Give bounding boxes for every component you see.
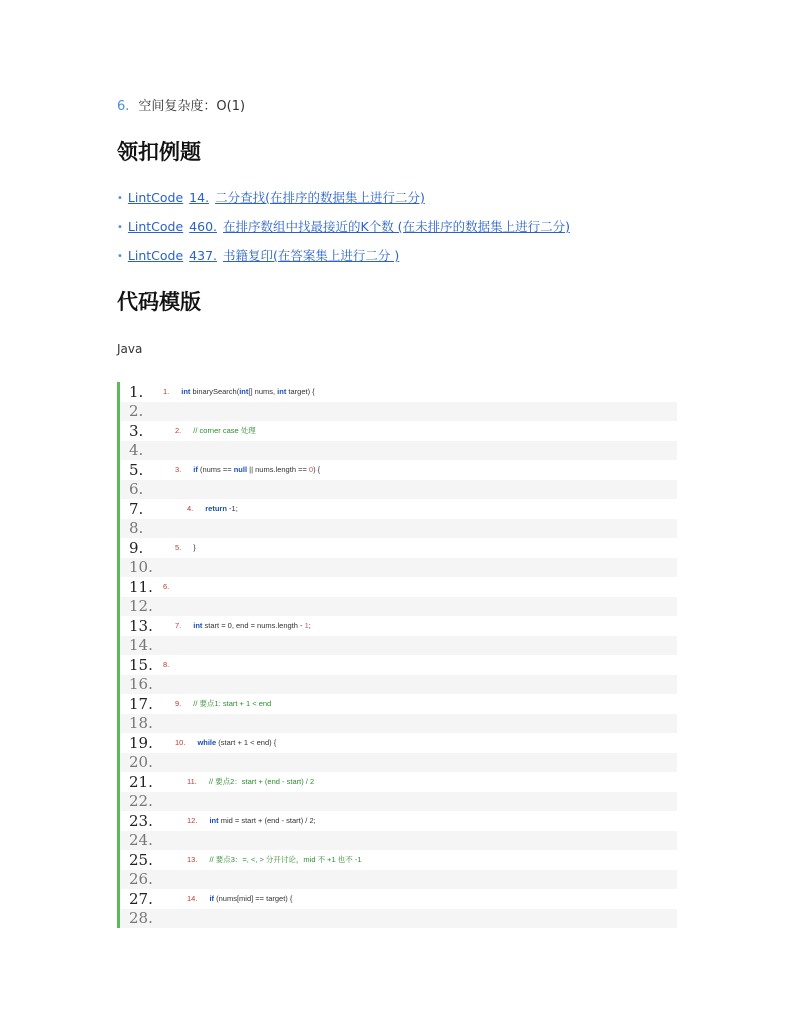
code-text	[175, 738, 276, 747]
code-text	[175, 465, 320, 474]
code-line	[120, 753, 677, 773]
example-site-link[interactable]: LintCode	[127, 219, 184, 234]
source-line-number: 8.	[163, 660, 170, 670]
code-line	[120, 616, 677, 636]
source-code: // 要点3：=, <, > 分开讨论，mid 不 +1 也不 -1	[209, 855, 362, 865]
line-number: 25.	[129, 850, 153, 869]
source-line-number: 1.	[163, 387, 170, 397]
code-line	[120, 811, 677, 831]
code-line	[120, 519, 677, 539]
code-line	[120, 694, 677, 714]
source-line-number: 2.	[175, 426, 182, 436]
list-item	[117, 190, 576, 219]
code-text	[175, 698, 271, 709]
line-number: 15.	[129, 655, 153, 674]
source-code: }	[193, 543, 196, 553]
source-line-number: 3.	[175, 465, 182, 475]
line-number: 4.	[129, 441, 144, 460]
line-number: 14.	[129, 636, 153, 655]
code-line	[120, 870, 677, 890]
source-code: int mid = start + (end - start) / 2;	[209, 816, 316, 826]
source-line-number: 11.	[187, 777, 197, 787]
line-number: 22.	[129, 792, 153, 811]
code-line	[120, 402, 677, 422]
code-text	[163, 387, 315, 396]
code-text	[187, 504, 238, 513]
code-text	[163, 446, 175, 455]
line-number: 7.	[129, 499, 144, 518]
code-line	[120, 792, 677, 812]
code-text	[187, 894, 292, 903]
line-number: 5.	[129, 460, 144, 479]
code-text	[163, 680, 175, 689]
line-number: 12.	[129, 597, 153, 616]
source-code: // 要点2：start + (end - start) / 2	[208, 777, 315, 787]
source-line-number: 13.	[187, 855, 198, 865]
code-text	[163, 563, 175, 572]
code-text	[163, 836, 175, 845]
source-code: // corner case 处理	[193, 426, 256, 436]
code-line	[120, 421, 677, 441]
code-text	[163, 875, 175, 884]
source-line-number: 6.	[163, 582, 170, 592]
line-number: 10.	[129, 558, 153, 577]
code-line	[120, 538, 677, 558]
code-line	[120, 480, 677, 500]
bullet-icon: •	[117, 222, 123, 233]
code-text	[163, 602, 175, 611]
language-label: Java	[117, 342, 143, 356]
code-line	[120, 577, 677, 597]
code-line	[120, 655, 677, 675]
code-text	[187, 776, 314, 787]
code-text	[163, 485, 175, 494]
line-number: 1.	[129, 382, 144, 401]
line-number: 20.	[129, 753, 153, 772]
example-title-link[interactable]: 在排序数组中找最接近的K个数 (在未排序的数据集上进行二分)	[223, 219, 570, 234]
source-line-number: 7.	[175, 621, 182, 631]
source-line-number: 12.	[187, 816, 198, 826]
examples-heading: 领扣例题	[117, 140, 201, 164]
code-text	[187, 816, 316, 825]
code-line	[120, 772, 677, 792]
example-title-link[interactable]: 二分查找(在排序的数据集上进行二分)	[215, 190, 425, 205]
example-num-link[interactable]: 14.	[189, 190, 210, 205]
code-text	[163, 660, 181, 669]
code-text	[163, 914, 175, 923]
code-text	[163, 407, 175, 416]
code-text	[163, 524, 175, 533]
line-number: 24.	[129, 831, 153, 850]
list-item	[117, 248, 576, 277]
source-code: while (start + 1 < end) {	[197, 738, 277, 748]
source-code: // 要点1: start + 1 < end	[193, 699, 272, 709]
code-text	[163, 582, 181, 591]
line-number: 11.	[129, 577, 153, 596]
example-list	[117, 190, 576, 277]
line-number: 13.	[129, 616, 153, 635]
source-line-number: 10.	[175, 738, 186, 748]
code-line	[120, 733, 677, 753]
code-text	[163, 641, 175, 650]
code-text	[163, 758, 175, 767]
line-number: 17.	[129, 694, 153, 713]
line-number: 18.	[129, 714, 153, 733]
code-text	[163, 719, 175, 728]
code-line	[120, 675, 677, 695]
line-number: 27.	[129, 889, 153, 908]
source-line-number: 4.	[187, 504, 194, 514]
example-title-link[interactable]: 书籍复印(在答案集上进行二分 )	[223, 248, 400, 263]
code-text	[187, 854, 362, 865]
source-code: int binarySearch(int[] nums, int target) {	[181, 387, 315, 397]
code-line	[120, 636, 677, 656]
source-code: int start = 0, end = nums.length - 1;	[193, 621, 311, 631]
code-line	[120, 597, 677, 617]
source-code: if (nums[mid] == target) {	[209, 894, 293, 904]
line-number: 8.	[129, 519, 144, 538]
source-line-number: 5.	[175, 543, 182, 553]
example-site-link[interactable]: LintCode	[127, 190, 184, 205]
line-number: 26.	[129, 870, 153, 889]
list-number: 6.	[117, 99, 130, 114]
code-line	[120, 558, 677, 578]
code-line	[120, 499, 677, 519]
complexity-text: 空间复杂度：O(1)	[138, 99, 246, 114]
code-line	[120, 909, 677, 929]
bullet-icon: •	[117, 193, 123, 204]
line-number: 2.	[129, 402, 144, 421]
line-number: 3.	[129, 421, 144, 440]
code-line	[120, 441, 677, 461]
source-line-number: 9.	[175, 699, 182, 709]
list-item	[117, 219, 576, 248]
code-text	[175, 543, 196, 552]
code-text	[175, 621, 311, 630]
bullet-icon: •	[117, 251, 123, 262]
line-number: 28.	[129, 909, 153, 928]
source-code: if (nums == null || nums.length == 0) {	[193, 465, 321, 475]
example-num-link[interactable]: 460.	[189, 219, 218, 234]
example-site-link[interactable]: LintCode	[127, 248, 184, 263]
line-number: 21.	[129, 772, 153, 791]
code-text	[175, 425, 256, 436]
line-number: 19.	[129, 733, 153, 752]
line-number: 16.	[129, 675, 153, 694]
code-block	[117, 382, 677, 928]
code-line	[120, 382, 677, 402]
code-line	[120, 850, 677, 870]
line-number: 9.	[129, 538, 144, 557]
code-text	[163, 797, 175, 806]
code-line	[120, 714, 677, 734]
complexity-item	[117, 95, 245, 114]
template-heading: 代码模版	[117, 290, 201, 314]
source-line-number: 14.	[187, 894, 198, 904]
line-number: 6.	[129, 480, 144, 499]
code-line	[120, 460, 677, 480]
example-num-link[interactable]: 437.	[189, 248, 218, 263]
line-number: 23.	[129, 811, 153, 830]
source-code: return -1;	[205, 504, 238, 514]
code-line	[120, 889, 677, 909]
code-line	[120, 831, 677, 851]
